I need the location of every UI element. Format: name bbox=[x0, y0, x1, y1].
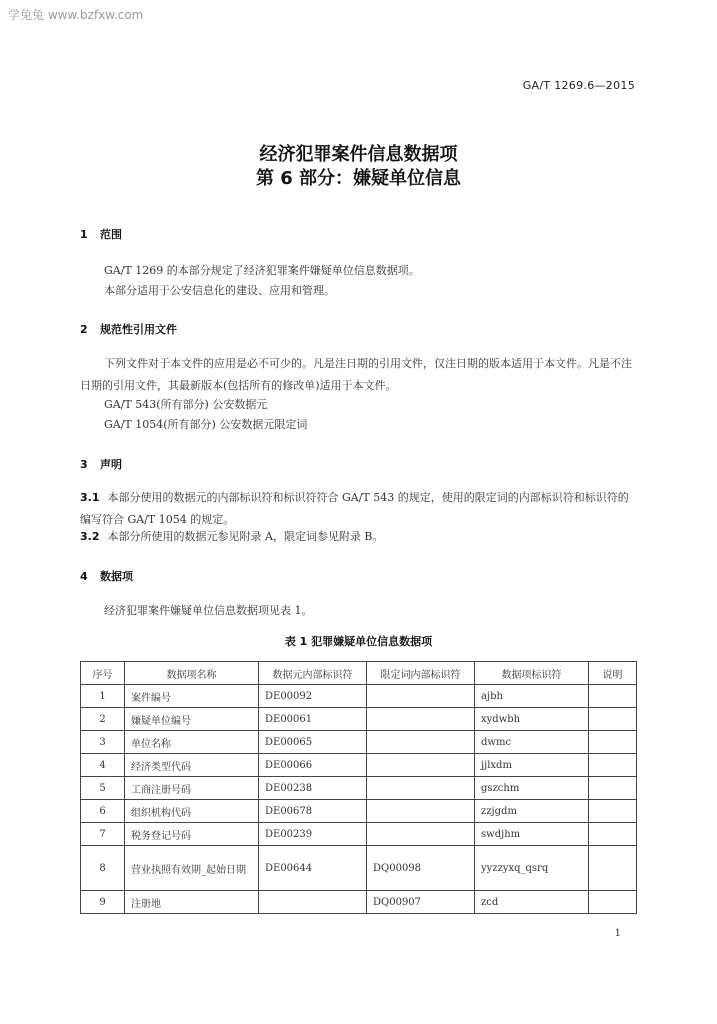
scope-paragraph-1: GA/T 1269 的本部分规定了经济犯罪案件嫌疑单位信息数据项。 bbox=[104, 264, 420, 277]
table-cell: DE00239 bbox=[259, 823, 367, 846]
column-header: 说明 bbox=[589, 662, 637, 685]
standard-number: GA/T 1269.6—2015 bbox=[522, 79, 635, 92]
clause-number: 3.2 bbox=[80, 530, 100, 543]
table-cell bbox=[589, 800, 637, 823]
table-cell bbox=[589, 846, 637, 891]
table-row bbox=[81, 823, 637, 846]
column-header: 序号 bbox=[81, 662, 125, 685]
table-cell: 嫌疑单位编号 bbox=[125, 708, 259, 731]
table-cell: 案件编号 bbox=[125, 685, 259, 708]
table-cell: dwmc bbox=[475, 731, 589, 754]
table-cell: 7 bbox=[81, 823, 125, 846]
table-cell: zzjgdm bbox=[475, 800, 589, 823]
table-cell bbox=[589, 731, 637, 754]
table-cell: 单位名称 bbox=[125, 731, 259, 754]
table-cell: yyzzyxq_qsrq bbox=[475, 846, 589, 891]
section-heading-data-items bbox=[80, 568, 133, 584]
table-cell: xydwbh bbox=[475, 708, 589, 731]
reference-item-2: GA/T 1054(所有部分) 公安数据元限定词 bbox=[104, 418, 308, 431]
table-row bbox=[81, 731, 637, 754]
section-heading-statement bbox=[80, 456, 122, 472]
table-cell: DE00644 bbox=[259, 846, 367, 891]
table-cell bbox=[367, 800, 475, 823]
column-header: 数据项名称 bbox=[125, 662, 259, 685]
table-cell: 工商注册号码 bbox=[125, 777, 259, 800]
table-row bbox=[81, 685, 637, 708]
table-cell bbox=[259, 891, 367, 914]
table-cell: DE00678 bbox=[259, 800, 367, 823]
table-cell: 经济类型代码 bbox=[125, 754, 259, 777]
statement-3-2 bbox=[80, 526, 636, 548]
column-header: 限定词内部标识符 bbox=[367, 662, 475, 685]
table-cell: DE00066 bbox=[259, 754, 367, 777]
section-number: 2 bbox=[80, 323, 88, 336]
table-cell: 6 bbox=[81, 800, 125, 823]
table-cell: 1 bbox=[81, 685, 125, 708]
data-items-table bbox=[80, 661, 637, 914]
clause-number: 3.1 bbox=[80, 491, 100, 504]
table-row bbox=[81, 800, 637, 823]
table-cell: DQ00907 bbox=[367, 891, 475, 914]
table-cell: 3 bbox=[81, 731, 125, 754]
section-number: 1 bbox=[80, 228, 88, 241]
table-cell: ajbh bbox=[475, 685, 589, 708]
document-subtitle: 第 6 部分：嫌疑单位信息 bbox=[255, 168, 462, 189]
section-title: 数据项 bbox=[100, 570, 133, 583]
table-row bbox=[81, 754, 637, 777]
table-cell: 营业执照有效期_起始日期 bbox=[125, 846, 259, 891]
table-caption: 表 1 犯罪嫌疑单位信息数据项 bbox=[284, 635, 433, 648]
table-cell bbox=[367, 777, 475, 800]
table-cell bbox=[589, 891, 637, 914]
table-cell: 9 bbox=[81, 891, 125, 914]
table-cell bbox=[367, 731, 475, 754]
table-row bbox=[81, 708, 637, 731]
section-number: 4 bbox=[80, 570, 88, 583]
table-cell: zcd bbox=[475, 891, 589, 914]
section-heading-references bbox=[80, 321, 177, 337]
table-cell: 2 bbox=[81, 708, 125, 731]
table-cell bbox=[589, 685, 637, 708]
table-cell: DE00092 bbox=[259, 685, 367, 708]
section-title: 范围 bbox=[100, 228, 122, 241]
document-title: 经济犯罪案件信息数据项 bbox=[259, 144, 458, 165]
section-title: 规范性引用文件 bbox=[100, 323, 177, 336]
column-header: 数据项标识符 bbox=[475, 662, 589, 685]
table-cell: jjlxdm bbox=[475, 754, 589, 777]
table-cell bbox=[367, 685, 475, 708]
data-items-paragraph: 经济犯罪案件嫌疑单位信息数据项见表 1。 bbox=[104, 604, 313, 617]
table-cell: 4 bbox=[81, 754, 125, 777]
table-cell: DE00061 bbox=[259, 708, 367, 731]
table-row bbox=[81, 891, 637, 914]
table-cell: swdjhm bbox=[475, 823, 589, 846]
table-cell: 8 bbox=[81, 846, 125, 891]
table-cell: 税务登记号码 bbox=[125, 823, 259, 846]
table-cell bbox=[589, 823, 637, 846]
column-header: 数据元内部标识符 bbox=[259, 662, 367, 685]
section-number: 3 bbox=[80, 458, 88, 471]
table-cell bbox=[367, 754, 475, 777]
table-cell bbox=[589, 708, 637, 731]
page-number: 1 bbox=[614, 928, 621, 939]
table-cell: 5 bbox=[81, 777, 125, 800]
clause-text: 本部分所使用的数据元参见附录 A，限定词参见附录 B。 bbox=[107, 530, 384, 543]
table-cell bbox=[367, 708, 475, 731]
table-cell: DQ00098 bbox=[367, 846, 475, 891]
table-cell: DE00065 bbox=[259, 731, 367, 754]
reference-item-1: GA/T 543(所有部分) 公安数据元 bbox=[104, 398, 268, 411]
table-cell: DE00238 bbox=[259, 777, 367, 800]
table-cell: gszchm bbox=[475, 777, 589, 800]
scope-paragraph-2: 本部分适用于公安信息化的建设、应用和管理。 bbox=[104, 284, 335, 297]
table-cell: 组织机构代码 bbox=[125, 800, 259, 823]
table-row bbox=[81, 846, 637, 891]
watermark: 学兔兔 www.bzfxw.com bbox=[8, 8, 144, 22]
table-header-row bbox=[81, 662, 637, 685]
section-heading-scope bbox=[80, 226, 122, 242]
table-cell bbox=[589, 777, 637, 800]
statement-3-1 bbox=[80, 487, 636, 531]
section-title: 声明 bbox=[100, 458, 122, 471]
clause-text: 本部分使用的数据元的内部标识符和标识符符合 GA/T 543 的规定，使用的限定词的内部标识符和标识符的编写符合 GA/T 1054 的规定。 bbox=[80, 491, 629, 526]
table-cell bbox=[589, 754, 637, 777]
table-cell bbox=[367, 823, 475, 846]
table-row bbox=[81, 777, 637, 800]
references-paragraph: 下列文件对于本文件的应用是必不可少的。凡是注日期的引用文件，仅注日期的版本适用于本文件。凡是不注日期的引用文件，其最新版本(包括所有的修改单)适用于本文件。 bbox=[80, 357, 632, 392]
table-cell: 注册地 bbox=[125, 891, 259, 914]
